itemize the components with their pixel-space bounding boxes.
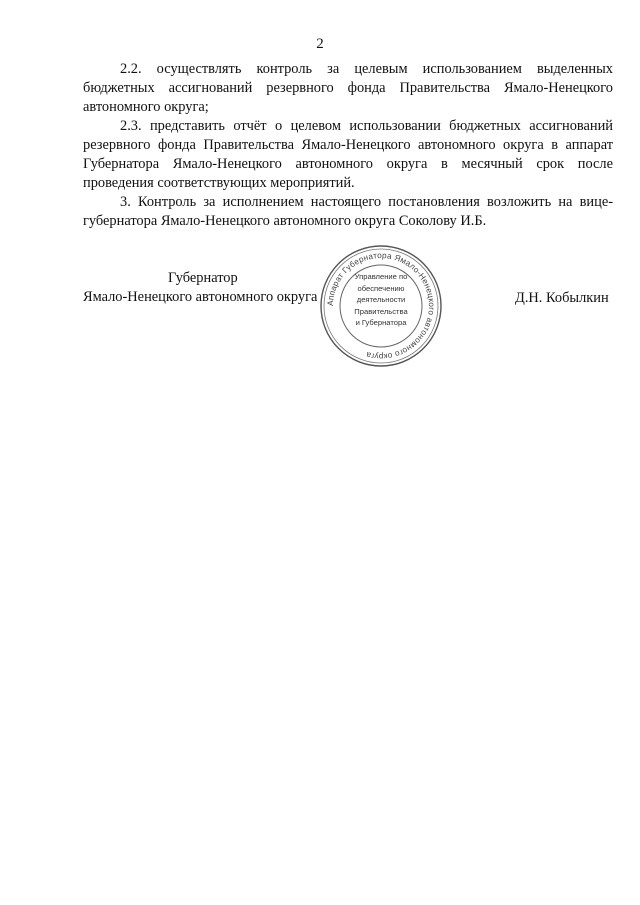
- stamp-center-line: Правительства: [354, 306, 408, 316]
- paragraph-2-3: 2.3. представить отчёт о целевом использовании бюджетных ассигнований резервного фонда Правительства Ямало-Ненецкого автономного округа в аппарат Губернатора Ямало-Ненецкого автономного округа в месячный срок после проведения соответствующих мероприятий.: [83, 118, 613, 191]
- signatory-title: Губернатор: [168, 270, 238, 286]
- signatory-organization: Ямало-Ненецкого автономного округа: [83, 289, 318, 305]
- paragraph-2-2: 2.2. осуществлять контроль за целевым использованием выделенных бюджетных ассигнований резервного фонда Правительства Ямало-Ненецкого автономного округа;: [83, 61, 613, 115]
- stamp-ring-text: Аппарат Губернатора Ямало-Ненецкого автономного округа: [325, 250, 437, 362]
- stamp-center-line: Управление по: [354, 272, 408, 281]
- stamp-center-line: и Губернатора: [355, 318, 407, 327]
- signatory-name: Д.Н. Кобылкин: [515, 290, 609, 306]
- page-number: 2: [316, 36, 324, 52]
- signature-block: [0, 250, 640, 388]
- stamp-center-text: [340, 271, 422, 329]
- document-body: [83, 60, 613, 231]
- stamp-center-line: обеспечению: [357, 283, 405, 293]
- official-stamp: [318, 243, 444, 369]
- paragraph-3: 3. Контроль за исполнением настоящего постановления возложить на вице-губернатора Ямало-Ненецкого автономного округа Соколову И.Б.: [83, 194, 613, 229]
- stamp-center-line: деятельности: [356, 295, 406, 304]
